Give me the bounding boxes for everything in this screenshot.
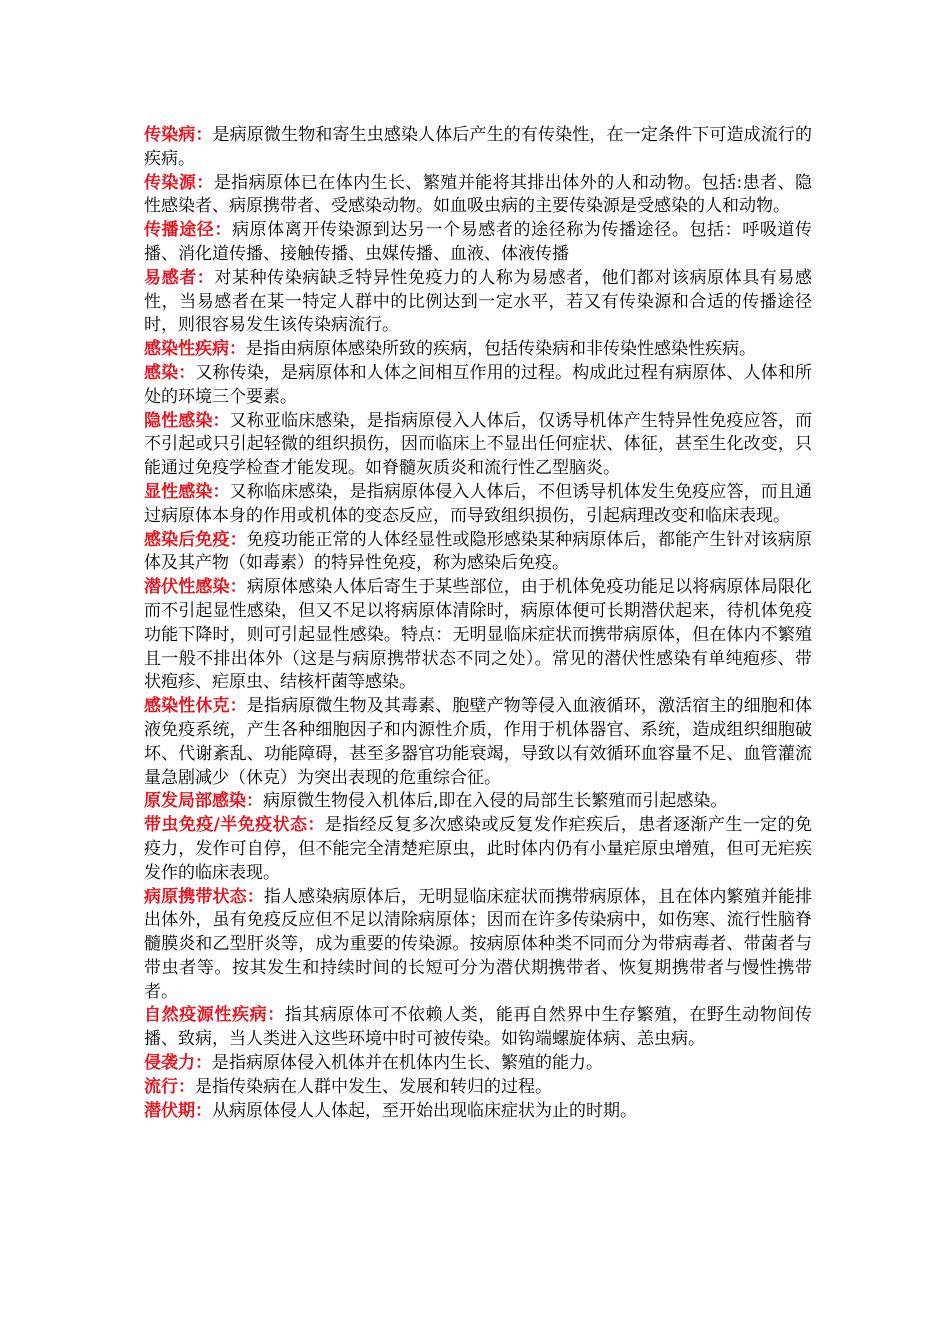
definition: 又称临床感染，是指病原体侵入人体后，不但诱导机体发生免疫应答，而且通过病原体本身的作用或机体的变态反应，而导致组织损伤，引起病理改变和临床表现。 bbox=[144, 481, 813, 526]
term: 隐性感染： bbox=[144, 410, 230, 431]
term: 传播途径： bbox=[144, 220, 232, 241]
entry-invasiveness bbox=[144, 1052, 812, 1076]
term: 潜伏性感染： bbox=[144, 577, 247, 598]
definition: 是指传染病在人群中发生、发展和转归的过程。 bbox=[195, 1076, 552, 1097]
entry-covert-infection bbox=[144, 410, 812, 481]
entry-post-infection-immunity bbox=[144, 529, 812, 577]
term: 带虫免疫/半免疫状态： bbox=[144, 815, 325, 836]
definition: 病原体感染人体后寄生于某些部位，由于机体免疫功能足以将病原体局限化而不引起显性感染，但又不足以将病原体清除时，病原体便可长期潜伏起来，待机体免疫功能下降时，则可引起显性感染。特点：无明显临床症状而携带病原体，但在体内不繁殖且一般不排出体外（这是与病原携带状态不同之处）。常见的潜伏性感染有单纯疱疹、带状疱疹、疟原虫、结核杆菌等感染。 bbox=[144, 577, 813, 693]
entry-source-of-infection bbox=[144, 172, 812, 220]
term: 感染后免疫： bbox=[144, 529, 247, 550]
entry-primary-local-infection bbox=[144, 790, 812, 814]
term: 流行： bbox=[144, 1076, 195, 1097]
definition: 又称亚临床感染，是指病原侵入人体后，仅诱导机体产生特异性免疫应答，而不引起或只引起轻微的组织损伤，因而临床上不显出任何症状、体征，甚至生化改变，只能通过免疫学检查才能发现。如脊髓灰质炎和流行性乙型脑炎。 bbox=[144, 410, 813, 479]
document-page bbox=[144, 124, 812, 1123]
definition: 是指经反复多次感染或反复发作疟疾后，患者逐渐产生一定的免疫力，发作可自停，但不能完全清楚疟原虫，此时体内仍有小量疟原虫增殖，但可无疟疾发作的临床表现。 bbox=[144, 815, 812, 883]
definition: 是指病原微生物及其毒素、胞壁产物等侵入血液循环，激活宿主的细胞和体液免疫系统，产生各种细胞因子和内源性介质，作用于机体器官、系统，造成组织细胞破坏、代谢紊乱、功能障碍，甚至多器官功能衰竭，导致以有效循环血容量不足、血管灌流量急剧减少（休克）为突出表现的危重综合征。 bbox=[144, 696, 813, 788]
definition: 从病原体侵人人体起，至开始出现临床症状为止的时期。 bbox=[212, 1100, 637, 1121]
definition: 病原微生物侵入机体后,即在入侵的局部生长繁殖而引起感染。 bbox=[263, 791, 728, 812]
entry-infectious-disease bbox=[144, 124, 812, 172]
entry-epidemic bbox=[144, 1076, 812, 1100]
entry-premunition bbox=[144, 814, 812, 885]
term: 易感者： bbox=[144, 267, 215, 288]
entry-infectious-disease-general bbox=[144, 338, 812, 362]
entry-susceptible-person bbox=[144, 267, 812, 338]
entry-septic-shock bbox=[144, 695, 812, 790]
entry-latent-infection bbox=[144, 576, 812, 695]
definition: 是指病原体已在体内生长、繁殖并能将其排出体外的人和动物。包括:患者、隐性感染者、病原携带者、受感染动物。如血吸虫病的主要传染源是受感染的人和动物。 bbox=[144, 172, 812, 217]
definition: 对某种传染病缺乏特异性免疫力的人称为易感者，他们都对该病原体具有易感性，当易感者在某一特定人群中的比例达到一定水平，若又有传染源和合适的传播途径时，则很容易发生该传染病流行。 bbox=[144, 267, 813, 336]
entry-zoonosis bbox=[144, 1004, 812, 1052]
definition: 免疫功能正常的人体经显性或隐形感染某种病原体后，都能产生针对该病原体及其产物（如毒素）的特异性免疫，称为感染后免疫。 bbox=[144, 529, 813, 574]
term: 潜伏期： bbox=[144, 1100, 212, 1121]
entry-infection bbox=[144, 362, 812, 410]
definition: 是指病原体侵入机体并在机体内生长、繁殖的能力。 bbox=[212, 1053, 603, 1074]
entry-incubation-period bbox=[144, 1100, 812, 1124]
term: 自然疫源性疾病： bbox=[144, 1005, 285, 1026]
entry-transmission-route bbox=[144, 219, 812, 267]
definition: 指其病原体可不依赖人类，能再自然界中生存繁殖，在野生动物间传播、致病，当人类进入这些环境中时可被传染。如钩端螺旋体病、恙虫病。 bbox=[144, 1005, 813, 1050]
definition: 又称传染，是病原体和人体之间相互作用的过程。构成此过程有病原体、人体和所处的环境三个要素。 bbox=[144, 362, 813, 407]
term: 显性感染： bbox=[144, 481, 230, 502]
definition: 指人感染病原体后，无明显临床症状而携带病原体，且在体内繁殖并能排出体外，虽有免疫反应但不足以清除病原体；因而在许多传染病中，如伤寒、流行性脑脊髓膜炎和乙型肝炎等，成为重要的传染源。按病原体种类不同而分为带病毒者、带菌者与带虫者等。按其发生和持续时间的长短可分为潜伏期携带者、恢复期携带者与慢性携带者。 bbox=[144, 886, 812, 1002]
entry-overt-infection bbox=[144, 481, 812, 529]
term: 侵袭力： bbox=[144, 1053, 212, 1074]
definition: 病原体离开传染源到达另一个易感者的途径称为传播途径。包括：呼吸道传播、消化道传播、接触传播、虫媒传播、血液、体液传播 bbox=[144, 220, 813, 264]
term: 感染性疾病： bbox=[144, 339, 246, 360]
entry-carrier-state bbox=[144, 886, 812, 1005]
definition: 是指由病原体感染所致的疾病，包括传染病和非传染性感染性疾病。 bbox=[246, 339, 756, 360]
term: 感染性休克： bbox=[144, 696, 247, 717]
term: 病原携带状态： bbox=[144, 886, 264, 907]
term: 感染： bbox=[144, 362, 196, 383]
definition: 是病原微生物和寄生虫感染人体后产生的有传染性，在一定条件下可造成流行的疾病。 bbox=[144, 125, 813, 169]
term: 传染源： bbox=[144, 172, 214, 193]
term: 原发局部感染： bbox=[144, 791, 263, 812]
term: 传染病： bbox=[144, 125, 213, 145]
